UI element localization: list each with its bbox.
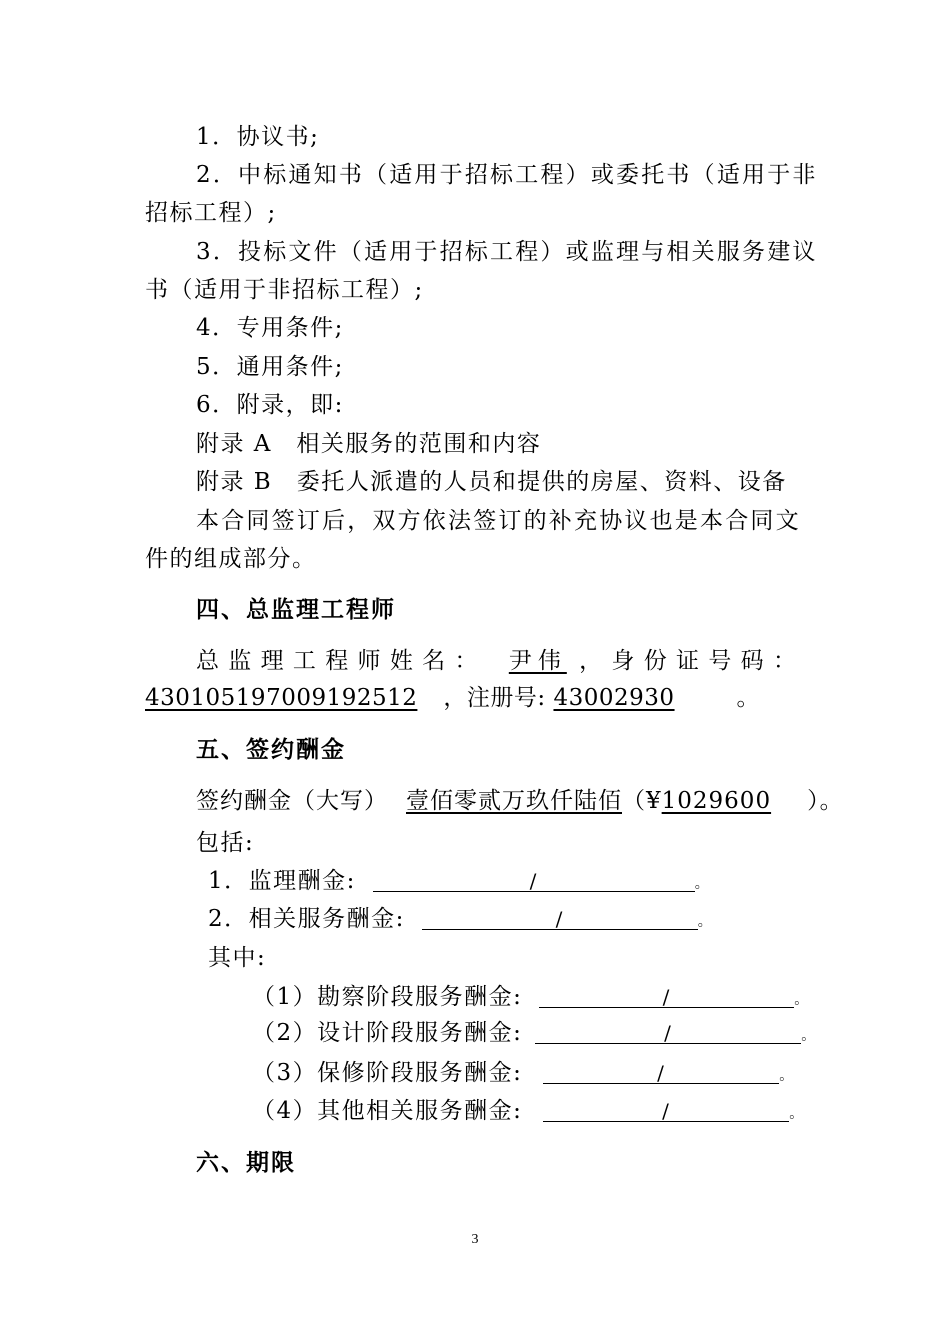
section-4-heading: 四、总监理工程师 — [196, 597, 396, 623]
registration-value: 43002930 — [553, 685, 675, 711]
supervision-fee-period: 。 — [694, 876, 711, 892]
contract-fee-line — [196, 784, 844, 818]
among-label: 其中: — [208, 945, 267, 971]
id-number-label: ， 身 份 证 号 码 ： — [579, 648, 797, 674]
list-item-6: 6．附录，即: — [196, 392, 344, 418]
registration-label: ，注册号: — [443, 685, 546, 711]
fee-paren-close: ）。 — [807, 788, 844, 814]
related-fee-period: 。 — [697, 914, 714, 930]
id-number-value: 430105197009192512 — [145, 685, 418, 711]
appendix-b: 附录 B 委托人派遣的人员和提供的房屋、资料、设备 — [196, 469, 787, 495]
related-fee-value: / — [422, 907, 698, 930]
supervision-fee-label: 1．监理酬金: — [208, 868, 356, 894]
registration-end: 。 — [736, 685, 761, 711]
section-6-heading: 六、期限 — [196, 1150, 296, 1176]
warranty-fee-line — [252, 1056, 795, 1093]
warranty-fee-value: / — [543, 1061, 779, 1084]
warranty-fee-label: （3）保修阶段服务酬金: — [252, 1060, 523, 1086]
includes-label: 包括: — [196, 830, 255, 856]
supervision-fee-value: / — [373, 869, 695, 892]
related-fee-label: 2．相关服务酬金: — [208, 906, 405, 932]
design-fee-label: （2）设计阶段服务酬金: — [252, 1020, 523, 1046]
other-fee-value: / — [543, 1099, 789, 1122]
fee-paren-open: （¥ — [622, 788, 662, 814]
warranty-fee-period: 。 — [779, 1068, 795, 1084]
survey-fee-label: （1）勘察阶段服务酬金: — [252, 984, 523, 1010]
list-item-3-line1: 3．投标文件（适用于招标工程）或监理与相关服务建议 — [196, 239, 818, 265]
survey-fee-period: 。 — [794, 992, 810, 1008]
supplement-line2: 件的组成部分。 — [145, 546, 317, 572]
chief-name-label: 总 监 理 工 程 师 姓 名 ： — [196, 648, 479, 674]
chief-engineer-line — [196, 644, 797, 678]
supplement-line1: 本合同签订后，双方依法签订的补充协议也是本合同文 — [196, 508, 801, 534]
list-item-3-line2: 书（适用于非招标工程）; — [145, 277, 424, 303]
list-item-2-line1: 2．中标通知书（适用于招标工程）或委托书（适用于非 — [196, 162, 818, 188]
page-number: 3 — [471, 1232, 479, 1247]
section-5-heading: 五、签约酬金 — [196, 737, 346, 763]
fee-number: 1029600 — [661, 788, 772, 814]
design-fee-line — [252, 1016, 817, 1053]
design-fee-value: / — [535, 1021, 801, 1044]
fee-words: 壹佰零贰万玖仟陆佰 — [406, 788, 622, 814]
appendix-a: 附录 A 相关服务的范围和内容 — [196, 431, 542, 457]
survey-fee-value: / — [539, 985, 794, 1008]
design-fee-period: 。 — [801, 1028, 817, 1044]
supervision-fee-line — [208, 864, 710, 901]
other-fee-label: （4）其他相关服务酬金: — [252, 1098, 523, 1124]
other-fee-line — [252, 1094, 805, 1131]
other-fee-period: 。 — [789, 1106, 805, 1122]
list-item-1: 1．协议书; — [196, 124, 320, 150]
chief-name-value: 尹伟 — [508, 648, 567, 674]
related-fee-line — [208, 902, 713, 939]
id-registration-line — [145, 681, 760, 715]
fee-label: 签约酬金（大写） — [196, 788, 388, 814]
survey-fee-line — [252, 980, 810, 1017]
list-item-2-line2: 招标工程）; — [145, 200, 277, 226]
list-item-4: 4．专用条件; — [196, 315, 344, 341]
list-item-5: 5．通用条件; — [196, 354, 344, 380]
